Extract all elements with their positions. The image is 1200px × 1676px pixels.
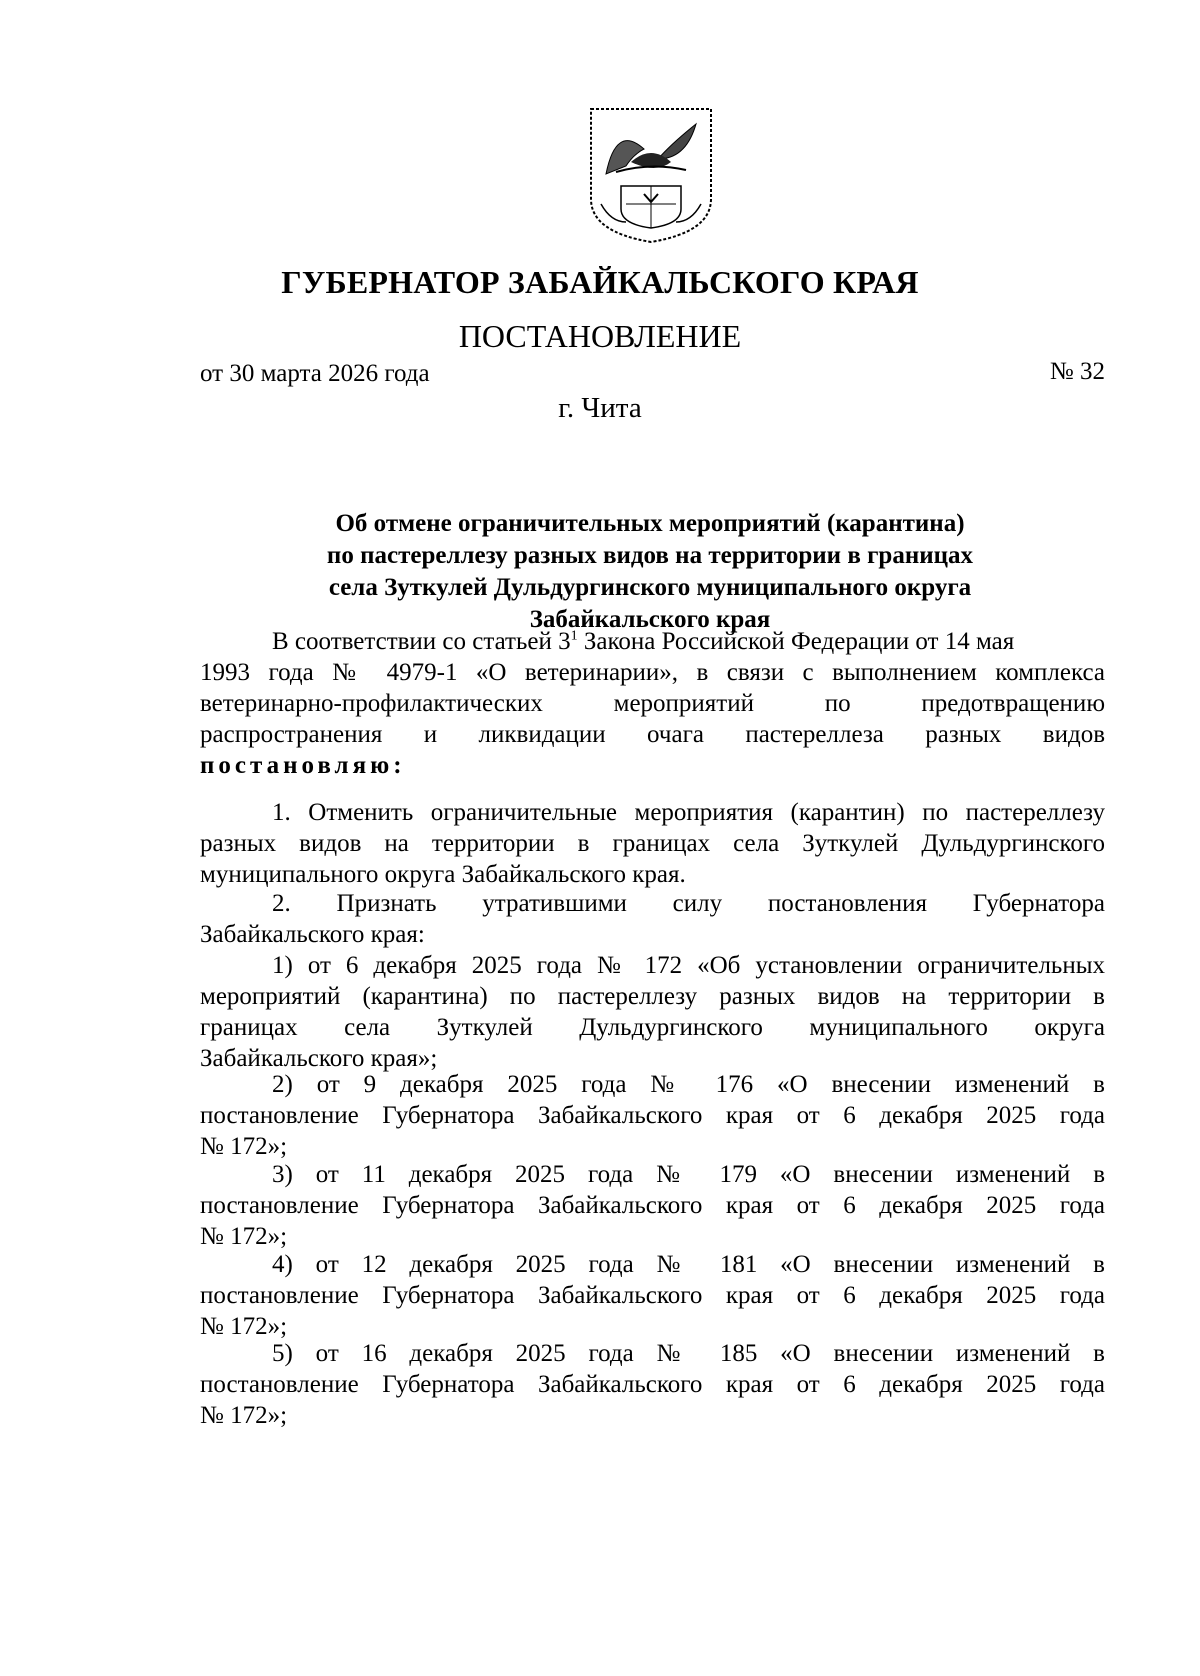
preamble-line: распространения и ликвидации очага пастереллеза разных видов [200,721,1105,748]
subitem-line: Забайкальского края»; [200,1045,438,1072]
subitem-line: мероприятий (карантина) по пастереллезу разных видов на территории в [200,983,1105,1010]
coat-of-arms-emblem [586,104,716,244]
title-line: Забайкальского края [529,606,771,633]
subitem-2 [200,1069,1105,1162]
article-superscript: 1 [570,628,578,644]
subitem-line: № 172»; [200,1133,288,1160]
subitem-line: № 172»; [200,1313,288,1340]
item-1 [200,797,1105,890]
subitem-line: 1) от 6 декабря 2025 года № 172 «Об установлении ограничительных [272,952,1105,979]
subitem-line: 4) от 12 декабря 2025 года № 181 «О внесении изменений в [272,1251,1105,1278]
item-2 [200,888,1105,950]
item-line: муниципального округа Забайкальского края. [200,861,686,888]
subitem-line: границах села Зуткулей Дульдургинского муниципального округа [200,1014,1105,1041]
coat-of-arms-icon [586,104,716,244]
subitem-line: постановление Губернатора Забайкальского края от 6 декабря 2025 года [200,1371,1105,1398]
item-line: 2. Признать утратившими силу постановления Губернатора [272,890,1105,917]
subitem-line: 5) от 16 декабря 2025 года № 185 «О внесении изменений в [272,1340,1105,1367]
preamble-line: В соответствии со статьей $3^1$ Закона Российской Федерации от 14 мая [272,628,1015,655]
document-title [200,508,1100,636]
item-line: разных видов на территории в границах села Зуткулей Дульдургинского [200,830,1105,857]
subitem-line: постановление Губернатора Забайкальского края от 6 декабря 2025 года [200,1282,1105,1309]
subitem-3 [200,1159,1105,1252]
resolution-keyword: постановляю: [200,752,406,779]
title-line: по пастереллезу разных видов на территории в границах [326,542,974,569]
subitem-line: № 172»; [200,1402,288,1429]
preamble-line: 1993 года № 4979-1 «О ветеринарии», в связи с выполнением комплекса [200,659,1105,686]
subitem-line: постановление Губернатора Забайкальского края от 6 декабря 2025 года [200,1192,1105,1219]
preamble-line: ветеринарно-профилактических мероприятий по предотвращению [200,690,1105,717]
subitem-4 [200,1249,1105,1342]
preamble-paragraph [200,626,1105,781]
subitem-1 [200,950,1105,1074]
document-type-heading: ПОСТАНОВЛЕНИЕ [458,318,742,354]
subitem-line: 2) от 9 декабря 2025 года № 176 «О внесении изменений в [272,1071,1105,1098]
document-date: от 30 марта 2026 года [200,360,430,387]
document-city: г. Чита [558,392,642,424]
document-number: № 32 [1049,358,1105,385]
authority-heading: ГУБЕРНАТОР ЗАБАЙКАЛЬСКОГО КРАЯ [281,264,919,300]
subitem-line: № 172»; [200,1223,288,1250]
title-line: Об отмене ограничительных мероприятий (карантина) [335,510,965,537]
item-line: 1. Отменить ограничительные мероприятия (карантин) по пастереллезу [272,799,1105,826]
title-line: села Зуткулей Дульдургинского муниципального округа [328,574,972,601]
item-line: Забайкальского края: [200,921,425,948]
subitem-line: постановление Губернатора Забайкальского края от 6 декабря 2025 года [200,1102,1105,1129]
subitem-line: 3) от 11 декабря 2025 года № 179 «О внесении изменений в [272,1161,1105,1188]
subitem-5 [200,1338,1105,1431]
